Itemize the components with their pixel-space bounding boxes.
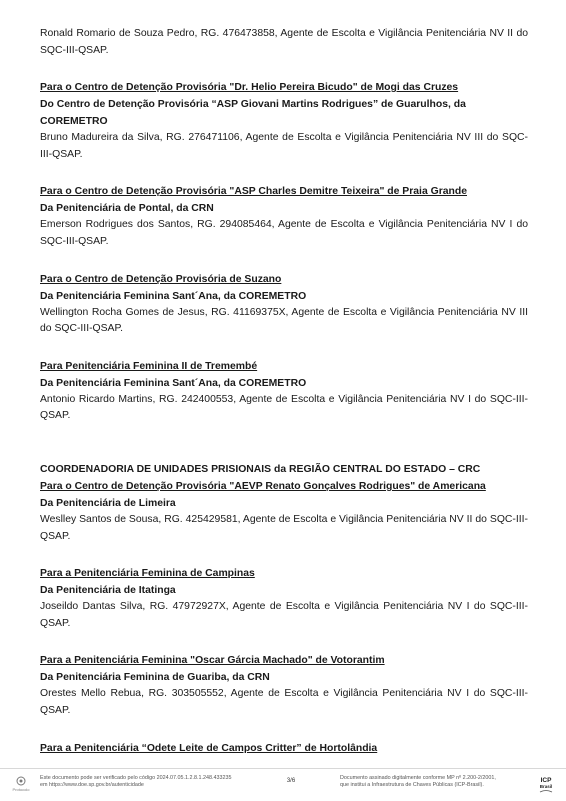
section-block: [40, 740, 528, 757]
destination-heading: Para o Centro de Detenção Provisória "ASP Charles Demitre Teixeira" de Praia Grande: [40, 186, 467, 198]
origin-heading: Da Penitenciária Feminina Sant´Ana, da COREMETRO: [40, 377, 307, 389]
section-block: [40, 358, 528, 425]
person-entry: Orestes Mello Rebua, RG. 303505552, Agente de Escolta e Vigilância Penitenciária NV I do SQC-III-QSAP.: [40, 688, 528, 716]
person-entry: Antonio Ricardo Martins, RG. 242400553, Agente de Escolta e Vigilância Penitenciária NV I do SQC-III-QSAP.: [40, 393, 528, 422]
section-block: [40, 271, 528, 338]
destination-heading: Para a Penitenciária Feminina "Oscar Gárcia Machado" de Votorantim: [40, 655, 385, 667]
destination-heading: Para o Centro de Detenção Provisória "Dr. Helio Pereira Bicudo" de Mogi das Cruzes: [40, 82, 459, 94]
protocol-logo: [8, 775, 34, 793]
coordination-heading: COORDENADORIA DE UNIDADES PRISIONAIS da REGIÃO CENTRAL DO ESTADO – CRC: [40, 463, 481, 475]
origin-heading: Da Penitenciária de Limeira: [40, 497, 176, 509]
section-block: [40, 79, 528, 163]
person-entry: Ronald Romario de Souza Pedro, RG. 476473858, Agente de Escolta e Vigilância Penitenciária NV II do SQC-III-QSAP.: [40, 28, 528, 56]
svg-text:Brasil: Brasil: [539, 784, 553, 789]
page-number: 3/6: [286, 778, 296, 784]
icp-brasil-logo: [535, 774, 557, 796]
destination-heading: Para o Centro de Detenção Provisória de Suzano: [40, 273, 282, 285]
origin-heading: Da Penitenciária Feminina Sant´Ana, da COREMETRO: [40, 290, 307, 302]
section-block: [40, 652, 528, 719]
origin-heading: Do Centro de Detenção Provisória “ASP Giovani Martins Rodrigues” de Guarulhos, da COREMETRO: [40, 99, 466, 128]
person-entry: Weslley Santos de Sousa, RG. 425429581, Agente de Escolta e Vigilância Penitenciária NV II do SQC-III-QSAP.: [40, 513, 528, 542]
section-block: [40, 565, 528, 632]
origin-heading: Da Penitenciária de Itatinga: [40, 585, 176, 597]
verification-line: Este documento pode ser verificado pelo código 2024.07.05.1.2.8.1.248.433235: [40, 775, 232, 781]
svg-text:Protocolo: Protocolo: [12, 787, 30, 792]
section-block: [40, 183, 528, 250]
destination-heading: Para o Centro de Detenção Provisória "AEVP Renato Gonçalves Rodrigues" de Americana: [40, 480, 486, 492]
verification-link[interactable]: em https://www.doe.sp.gov.br/autenticidade: [40, 782, 144, 788]
destination-heading: Para Penitenciária Feminina II de Tremembé: [40, 360, 258, 372]
verification-notice: [40, 775, 270, 789]
destination-heading: Para a Penitenciária Feminina de Campinas: [40, 568, 255, 580]
destination-heading: Para a Penitenciária “Odete Leite de Campos Critter” de Hortolândia: [40, 742, 378, 754]
intro-block: [40, 26, 528, 59]
signature-line: Documento assinado digitalmente conforme MP nº 2.200-2/2001,: [340, 775, 496, 781]
person-entry: Wellington Rocha Gomes de Jesus, RG. 41169375X, Agente de Escolta e Vigilância Penitenciária NV III do SQC-III-QSAP.: [40, 306, 528, 335]
coordination-block: [40, 461, 528, 545]
person-entry: Emerson Rodrigues dos Santos, RG. 294085464, Agente de Escolta e Vigilância Penitenciária NV I do SQC-III-QSAP.: [40, 219, 528, 247]
document-page: [40, 26, 528, 777]
person-entry: Bruno Madureira da Silva, RG. 276471106, Agente de Escolta e Vigilância Penitenciária NV III do SQC-III-QSAP.: [40, 132, 528, 160]
signature-notice: [340, 775, 530, 789]
svg-text:ICP: ICP: [540, 777, 552, 784]
signature-line: que institui a Infraestrutura de Chaves Públicas (ICP-Brasil).: [340, 782, 484, 788]
origin-heading: Da Penitenciária Feminina de Guariba, da CRN: [40, 672, 270, 684]
page-footer: [0, 768, 566, 801]
person-entry: Joseildo Dantas Silva, RG. 47972927X, Agente de Escolta e Vigilância Penitenciária NV I do SQC-III-QSAP.: [40, 601, 528, 629]
origin-heading: Da Penitenciária de Pontal, da CRN: [40, 203, 214, 215]
